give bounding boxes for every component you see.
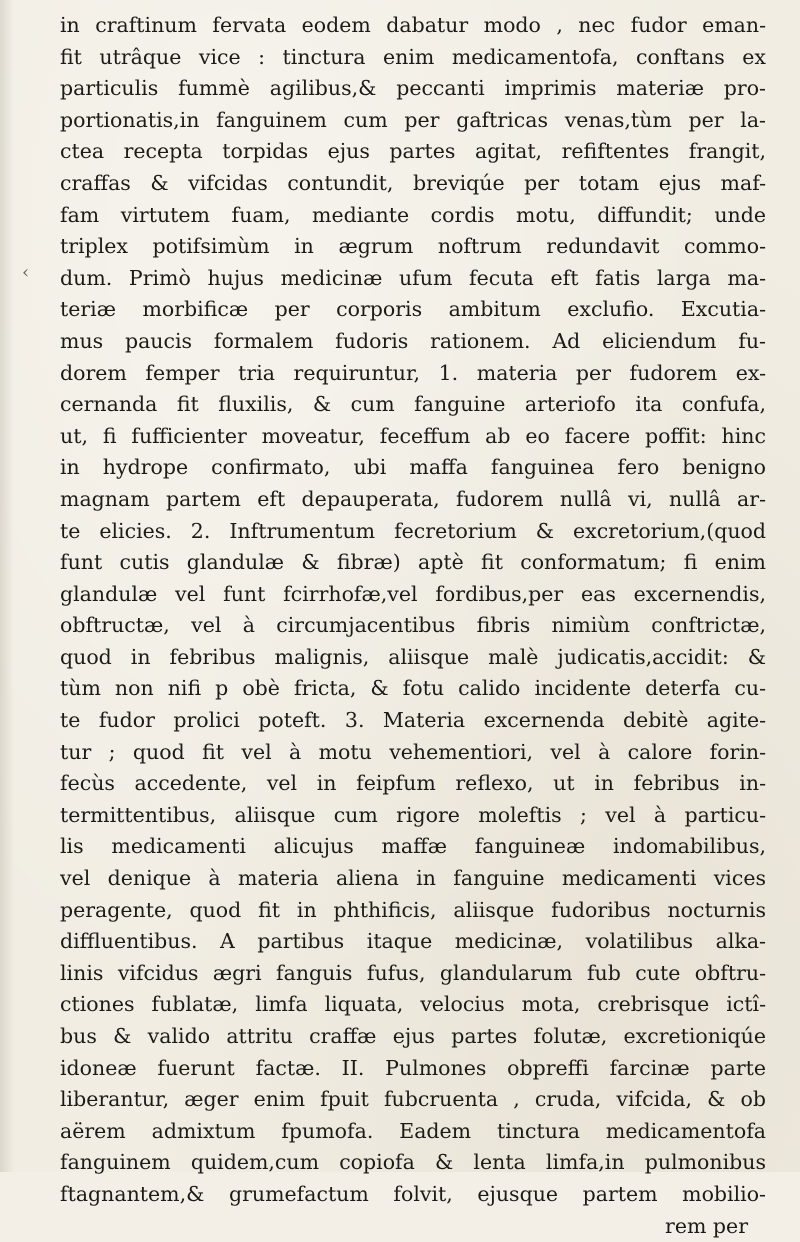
text-line: ut, fi fufficienter moveatur, feceffum ab eo facere poffit: hinc [60,423,766,448]
text-line: vel denique à materia aliena in fanguine medicamenti vices [60,866,766,891]
text-line: craffas & vifcidas contundit, breviqúe per totam ejus maf- [60,170,766,195]
text-line: te elicies. 2. Inftrumentum fecretorium & excretorium,(quod [60,518,766,543]
text-line: dum. Primò hujus medicinæ ufum fecuta eft fatis larga ma- [60,265,766,290]
text-line: ctea recepta torpidas ejus partes agitat, refiftentes frangit, [60,139,766,164]
text-line: quod in febribus malignis, aliisque malè judicatis,accidit: & [60,644,766,669]
text-line: mus paucis formalem fudoris rationem. Ad eliciendum fu- [60,328,766,353]
text-line: tùm non nifi p obè fricta, & fotu calido incidente deterfa cu- [60,676,766,701]
text-line: rem per [665,1213,748,1238]
text-line: te fudor prolici poteft. 3. Materia excernenda debitè agite- [60,708,766,733]
text-line: portionatis,in fanguinem cum per gaftricas venas,tùm per la- [60,107,766,132]
text-line: cernanda fit fluxilis, & cum fanguine arteriofo ita confufa, [60,392,766,417]
text-line: idoneæ fuerunt factæ. II. Pulmones obpreffi farcinæ parte [60,1055,766,1080]
text-line: ctiones fublatæ, limfa liquata, velocius mota, crebrisque ictî- [60,992,766,1017]
text-line: termittentibus, aliisque cum rigore moleftis ; vel à particu- [60,802,766,827]
text-line: ftagnantem,& grumefactum folvit, ejusque partem mobilio- [60,1181,766,1206]
text-line: peragente, quod fit in phthificis, aliisque fudoribus nocturnis [60,897,766,922]
text-line: glandulæ vel funt fcirrhofæ,vel fordibus,per eas excernendis, [60,581,766,606]
margin-mark: ‹ [22,262,30,283]
text-line: funt cutis glandulæ & fibræ) aptè fit conformatum; fi enim [60,550,766,575]
text-line: in craftinum fervata eodem dabatur modo , nec fudor eman- [60,13,766,37]
text-line: fanguinem quidem,cum copiofa & lenta limfa,in pulmonibus [60,1150,766,1175]
text-line: tur ; quod fit vel à motu vehementiori, vel à calore forin- [60,739,766,764]
text-line: magnam partem eft depauperata, fudorem nullâ vi, nullâ ar- [60,486,766,511]
text-line: fecùs accedente, vel in feipfum reflexo, ut in febribus in- [60,771,766,796]
text-line: liberantur, æger enim fpuit fubcruenta , cruda, vifcida, & ob [60,1087,766,1112]
text-line: fam virtutem fuam, mediante cordis motu, diffundit; unde [60,202,766,227]
text-line: obftructæ, vel à circumjacentibus fibris nimiùm conftrictæ, [60,613,766,638]
text-line: fit utrâque vice : tinctura enim medicamentofa, conftans ex [60,44,766,69]
page-edge-shadow [0,0,14,1172]
text-line: particulis fummè agilibus,& peccanti imprimis materiæ pro- [60,76,766,101]
text-line: in hydrope confirmato, ubi maffa fanguinea fero benigno [60,455,766,480]
text-line: triplex potifsimùm in ægrum noftrum redundavit commo- [60,234,766,259]
text-line: bus & valido attritu craffæ ejus partes folutæ, excretioniqúe [60,1024,766,1048]
text-line: lis medicamenti alicujus maffæ fanguineæ indomabilibus, [60,834,766,859]
text-line: dorem femper tria requiruntur, 1. materia per fudorem ex- [60,360,766,385]
body-text [60,10,766,1242]
text-line: diffluentibus. A partibus itaque medicinæ, volatilibus alka- [60,929,766,954]
text-line: linis vifcidus ægri fanguis fufus, glandularum fub cute obftru- [60,960,766,985]
text-line: teriæ morbificæ per corporis ambitum exclufio. Excutia- [60,297,766,322]
text-line: aërem admixtum fpumofa. Eadem tinctura medicamentofa [60,1118,766,1143]
